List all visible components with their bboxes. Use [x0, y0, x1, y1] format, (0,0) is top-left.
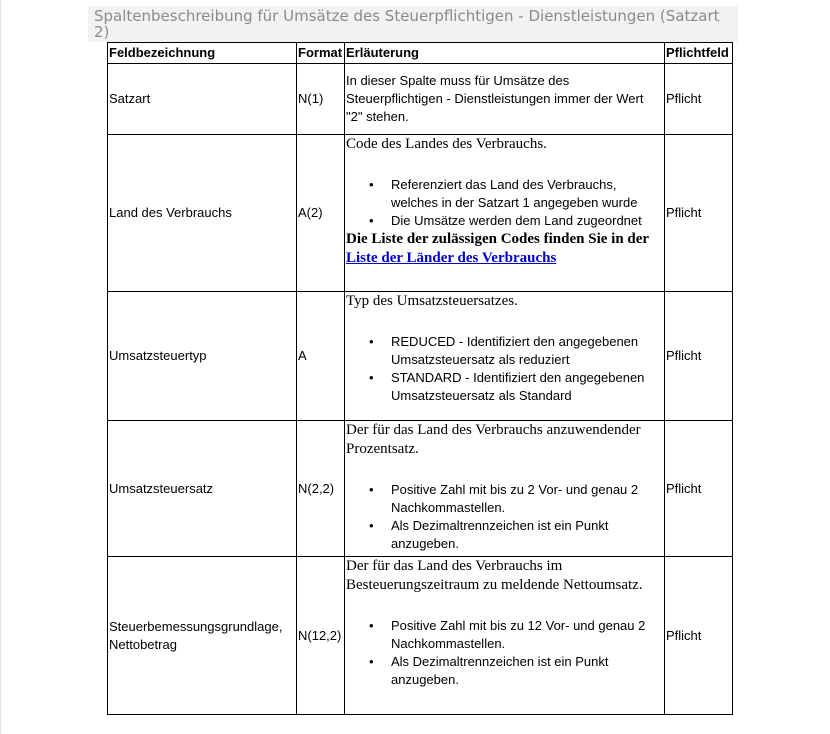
field-format: N(1): [297, 64, 345, 135]
country-list-link[interactable]: Liste der Länder des Verbrauchs: [346, 250, 557, 266]
field-format: A(2): [297, 135, 345, 292]
description-bullets: [346, 333, 663, 405]
field-format: N(12,2): [297, 557, 345, 715]
field-required: Pflicht: [665, 64, 733, 135]
field-required: Pflicht: [665, 421, 733, 557]
table-row: [108, 64, 733, 135]
table-row: [108, 421, 733, 557]
description-intro: Der für das Land des Verbrauchs im Besteuerungszeitraum zu meldende Nettoumsatz.: [346, 558, 643, 593]
field-description: [345, 557, 665, 715]
description-bullets: [346, 176, 663, 230]
description-intro: Code des Landes des Verbrauchs.: [346, 136, 547, 152]
bullet-item: • Referenziert das Land des Verbrauchs, welches in der Satzart 1 angegeben wurde: [391, 176, 663, 212]
scroll-edge: [0, 0, 1, 734]
header-feldbezeichnung: Feldbezeichnung: [108, 43, 297, 64]
section-heading: Spaltenbeschreibung für Umsätze des Steuerpflichtigen - Dienstleistungen (Satzart 2): [88, 6, 738, 42]
description-outro: [346, 230, 663, 268]
table-header-row: [108, 43, 733, 64]
field-description: [345, 421, 665, 557]
header-pflichtfeld: Pflichtfeld: [665, 43, 733, 64]
bullet-item: • Als Dezimaltrennzeichen ist ein Punkt anzugeben.: [391, 653, 663, 689]
description-intro: Typ des Umsatzsteuersatzes.: [346, 293, 518, 309]
field-format: A: [297, 292, 345, 421]
bullet-item: • REDUCED - Identifiziert den angegebenen Umsatzsteuersatz als reduziert: [391, 333, 663, 369]
bullet-item: • STANDARD - Identifiziert den angegebenen Umsatzsteuersatz als Standard: [391, 369, 663, 405]
field-description: [345, 292, 665, 421]
description-bullets: [346, 617, 663, 689]
bullet-item: • Positive Zahl mit bis zu 12 Vor- und genau 2 Nachkommastellen.: [391, 617, 663, 653]
outro-text: Die Liste der zulässigen Codes finden Sie in der: [346, 231, 649, 247]
description-intro: Der für das Land des Verbrauchs anzuwendender Prozentsatz.: [346, 422, 641, 457]
header-format: Format: [297, 43, 345, 64]
header-erlaeuterung: Erläuterung: [345, 43, 665, 64]
field-required: Pflicht: [665, 135, 733, 292]
field-name: Umsatzsteuersatz: [108, 421, 297, 557]
field-description: [345, 135, 665, 292]
field-description: In dieser Spalte muss für Umsätze des Steuerpflichtigen - Dienstleistungen immer der Wert "2" stehen.: [345, 64, 665, 135]
table-row: [108, 292, 733, 421]
table-row: [108, 135, 733, 292]
column-description-table: [107, 42, 733, 715]
bullet-item: • Positive Zahl mit bis zu 2 Vor- und genau 2 Nachkommastellen.: [391, 481, 663, 517]
field-name: Satzart: [108, 64, 297, 135]
field-name: Steuerbemessungsgrundlage, Nettobetrag: [108, 557, 297, 715]
bullet-item: • Als Dezimaltrennzeichen ist ein Punkt anzugeben.: [391, 517, 663, 553]
description-bullets: [346, 481, 663, 553]
field-required: Pflicht: [665, 292, 733, 421]
field-name: Umsatzsteuertyp: [108, 292, 297, 421]
bullet-item: • Die Umsätze werden dem Land zugeordnet: [391, 212, 663, 230]
field-required: Pflicht: [665, 557, 733, 715]
field-format: N(2,2): [297, 421, 345, 557]
field-name: Land des Verbrauchs: [108, 135, 297, 292]
table-row: [108, 557, 733, 715]
